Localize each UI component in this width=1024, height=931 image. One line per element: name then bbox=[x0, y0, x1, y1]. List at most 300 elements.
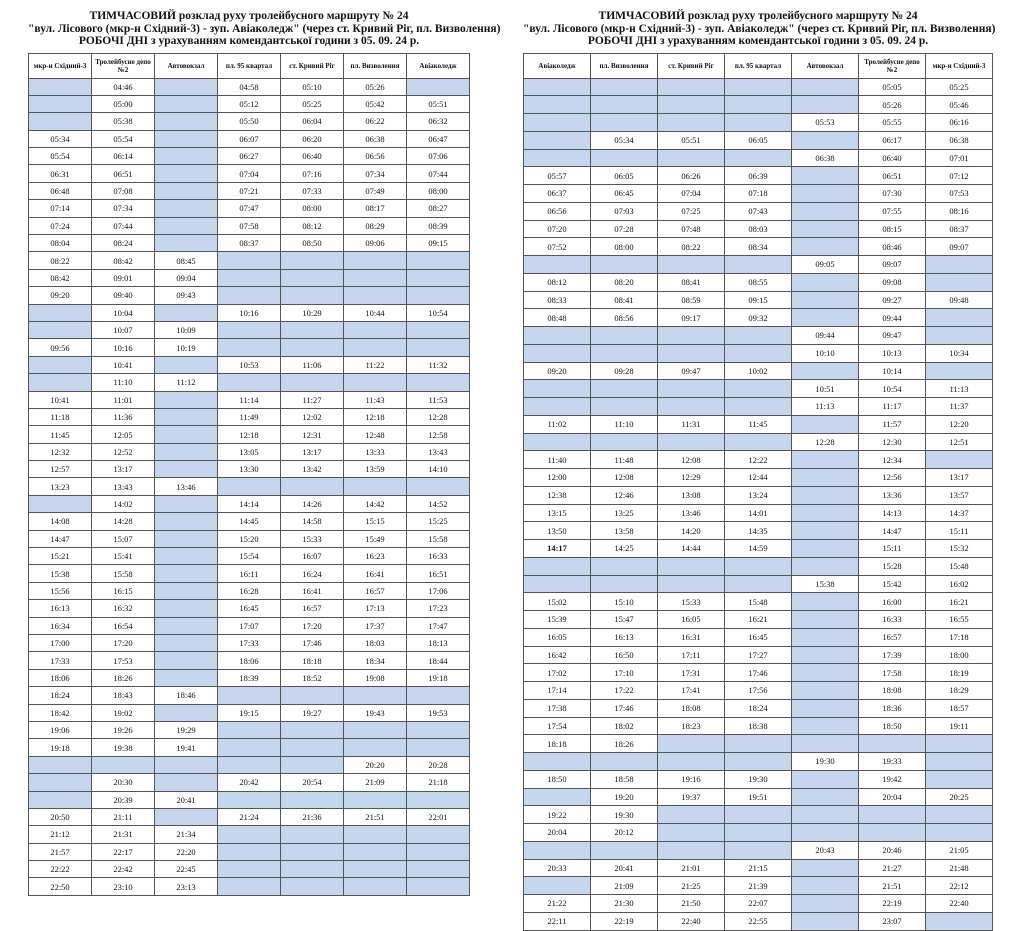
time-cell: 07:04 bbox=[658, 185, 725, 203]
time-cell bbox=[218, 861, 281, 878]
table-row bbox=[29, 704, 470, 721]
time-cell: 14:28 bbox=[92, 513, 155, 530]
time-cell bbox=[926, 327, 993, 345]
time-cell: 12:22 bbox=[725, 451, 792, 469]
time-cell bbox=[407, 878, 470, 895]
time-cell: 19:08 bbox=[344, 669, 407, 686]
time-cell bbox=[725, 735, 792, 753]
time-cell: 06:14 bbox=[92, 148, 155, 165]
time-cell: 22:22 bbox=[29, 861, 92, 878]
time-cell bbox=[155, 443, 218, 460]
table-row bbox=[29, 617, 470, 634]
time-cell bbox=[725, 841, 792, 859]
time-cell bbox=[281, 252, 344, 269]
time-cell: 21:09 bbox=[591, 877, 658, 895]
time-cell: 09:56 bbox=[29, 339, 92, 356]
table-row bbox=[524, 486, 993, 504]
time-cell: 18:46 bbox=[155, 687, 218, 704]
time-cell: 09:15 bbox=[407, 235, 470, 252]
time-cell: 07:53 bbox=[926, 185, 993, 203]
time-cell: 06:05 bbox=[591, 167, 658, 185]
time-cell bbox=[658, 841, 725, 859]
time-cell: 19:33 bbox=[859, 753, 926, 771]
time-cell: 09:06 bbox=[344, 235, 407, 252]
time-cell: 11:14 bbox=[218, 391, 281, 408]
time-cell: 09:07 bbox=[859, 256, 926, 274]
table-row bbox=[29, 287, 470, 304]
time-cell: 17:13 bbox=[344, 600, 407, 617]
time-cell: 15:33 bbox=[281, 530, 344, 547]
time-cell: 18:19 bbox=[926, 664, 993, 682]
time-cell: 17:47 bbox=[407, 617, 470, 634]
time-cell bbox=[725, 557, 792, 575]
time-cell: 18:08 bbox=[859, 682, 926, 700]
time-cell: 09:17 bbox=[658, 309, 725, 327]
time-cell: 13:17 bbox=[926, 469, 993, 487]
time-cell: 18:38 bbox=[725, 717, 792, 735]
time-cell: 20:25 bbox=[926, 788, 993, 806]
time-cell: 06:37 bbox=[524, 185, 591, 203]
time-cell bbox=[407, 321, 470, 338]
time-cell: 07:44 bbox=[92, 217, 155, 234]
schedule-page-right bbox=[523, 10, 996, 931]
time-cell: 11:12 bbox=[155, 374, 218, 391]
time-cell: 17:46 bbox=[725, 664, 792, 682]
time-cell bbox=[407, 791, 470, 808]
time-cell bbox=[407, 78, 470, 95]
time-cell bbox=[29, 113, 92, 130]
time-cell bbox=[591, 96, 658, 114]
time-cell: 23:13 bbox=[155, 878, 218, 895]
table-row bbox=[29, 669, 470, 686]
time-cell bbox=[407, 252, 470, 269]
time-cell: 06:51 bbox=[859, 167, 926, 185]
time-cell bbox=[29, 356, 92, 373]
time-cell: 11:43 bbox=[344, 391, 407, 408]
time-cell: 15:41 bbox=[92, 548, 155, 565]
time-cell: 09:27 bbox=[859, 291, 926, 309]
time-cell: 07:24 bbox=[29, 217, 92, 234]
time-cell bbox=[792, 167, 859, 185]
time-cell: 07:18 bbox=[725, 185, 792, 203]
time-cell bbox=[524, 788, 591, 806]
time-cell: 08:04 bbox=[29, 235, 92, 252]
table-body bbox=[29, 78, 470, 895]
table-row bbox=[29, 426, 470, 443]
time-cell: 08:27 bbox=[407, 200, 470, 217]
column-header: ст. Кривий Ріг bbox=[281, 53, 344, 78]
time-cell: 12:58 bbox=[407, 426, 470, 443]
table-row bbox=[524, 735, 993, 753]
time-cell: 21:34 bbox=[155, 826, 218, 843]
time-cell bbox=[155, 356, 218, 373]
time-cell: 20:30 bbox=[92, 774, 155, 791]
time-cell bbox=[658, 557, 725, 575]
time-cell bbox=[658, 114, 725, 132]
time-cell bbox=[344, 878, 407, 895]
time-cell bbox=[926, 451, 993, 469]
time-cell: 06:40 bbox=[859, 149, 926, 167]
time-cell: 08:12 bbox=[524, 273, 591, 291]
time-cell bbox=[155, 582, 218, 599]
time-cell bbox=[658, 433, 725, 451]
time-cell: 17:02 bbox=[524, 664, 591, 682]
table-row bbox=[29, 461, 470, 478]
time-cell: 21:25 bbox=[658, 877, 725, 895]
time-cell bbox=[926, 824, 993, 842]
timetable bbox=[28, 53, 470, 896]
time-cell: 08:03 bbox=[725, 220, 792, 238]
table-row bbox=[29, 808, 470, 825]
time-cell bbox=[155, 495, 218, 512]
time-cell: 10:41 bbox=[29, 391, 92, 408]
time-cell bbox=[926, 309, 993, 327]
time-cell: 09:20 bbox=[524, 362, 591, 380]
time-cell: 10:54 bbox=[859, 380, 926, 398]
table-row bbox=[29, 391, 470, 408]
time-cell: 16:41 bbox=[344, 565, 407, 582]
time-cell: 14:58 bbox=[281, 513, 344, 530]
time-cell bbox=[859, 735, 926, 753]
time-cell: 10:02 bbox=[725, 362, 792, 380]
table-row bbox=[524, 753, 993, 771]
time-cell: 07:08 bbox=[92, 182, 155, 199]
time-cell: 13:46 bbox=[155, 478, 218, 495]
time-cell: 13:08 bbox=[658, 486, 725, 504]
time-cell: 19:06 bbox=[29, 721, 92, 738]
schedule-title: ТИМЧАСОВИЙ розклад руху тролейбусного маршруту № 24 bbox=[89, 10, 409, 22]
time-cell: 19:29 bbox=[155, 721, 218, 738]
time-cell: 15:25 bbox=[407, 513, 470, 530]
time-cell: 15:20 bbox=[218, 530, 281, 547]
column-header: Авіаколедж bbox=[407, 53, 470, 78]
time-cell bbox=[344, 791, 407, 808]
time-cell: 07:58 bbox=[218, 217, 281, 234]
time-cell bbox=[344, 721, 407, 738]
time-cell bbox=[281, 374, 344, 391]
time-cell bbox=[218, 843, 281, 860]
time-cell: 19:18 bbox=[407, 669, 470, 686]
time-cell bbox=[155, 461, 218, 478]
time-cell: 13:17 bbox=[92, 461, 155, 478]
schedule-page-left bbox=[28, 10, 501, 896]
table-row bbox=[524, 717, 993, 735]
time-cell bbox=[344, 739, 407, 756]
time-cell bbox=[792, 131, 859, 149]
table-row bbox=[29, 756, 470, 773]
time-cell bbox=[591, 256, 658, 274]
time-cell: 16:15 bbox=[92, 582, 155, 599]
time-cell: 10:16 bbox=[92, 339, 155, 356]
time-cell: 09:28 bbox=[591, 362, 658, 380]
time-cell bbox=[344, 321, 407, 338]
time-cell: 22:19 bbox=[591, 912, 658, 930]
time-cell: 13:46 bbox=[658, 504, 725, 522]
time-cell bbox=[155, 635, 218, 652]
table-row bbox=[524, 557, 993, 575]
table-row bbox=[29, 321, 470, 338]
column-header: мкр-н Східний-3 bbox=[29, 53, 92, 78]
time-cell: 17:41 bbox=[658, 682, 725, 700]
time-cell: 15:11 bbox=[926, 522, 993, 540]
time-cell: 10:09 bbox=[155, 321, 218, 338]
time-cell: 11:57 bbox=[859, 415, 926, 433]
time-cell bbox=[926, 753, 993, 771]
table-row bbox=[524, 380, 993, 398]
time-cell: 06:16 bbox=[926, 114, 993, 132]
time-cell: 15:32 bbox=[926, 540, 993, 558]
column-header: Авіаколедж bbox=[524, 53, 591, 78]
time-cell: 20:46 bbox=[859, 841, 926, 859]
time-cell bbox=[725, 575, 792, 593]
time-cell bbox=[591, 344, 658, 362]
table-row bbox=[29, 582, 470, 599]
time-cell bbox=[792, 504, 859, 522]
time-cell: 13:59 bbox=[344, 461, 407, 478]
time-cell: 21:09 bbox=[344, 774, 407, 791]
time-cell: 17:27 bbox=[725, 646, 792, 664]
time-cell bbox=[792, 96, 859, 114]
time-cell: 17:38 bbox=[524, 699, 591, 717]
time-cell bbox=[155, 617, 218, 634]
time-cell bbox=[725, 753, 792, 771]
time-cell: 09:32 bbox=[725, 309, 792, 327]
time-cell: 11:37 bbox=[926, 398, 993, 416]
table-row bbox=[29, 478, 470, 495]
column-header: ст. Кривий Ріг bbox=[658, 53, 725, 78]
time-cell: 16:21 bbox=[725, 611, 792, 629]
time-cell: 07:16 bbox=[281, 165, 344, 182]
time-cell: 07:12 bbox=[926, 167, 993, 185]
time-cell: 12:29 bbox=[658, 469, 725, 487]
time-cell: 10:44 bbox=[344, 304, 407, 321]
time-cell bbox=[407, 287, 470, 304]
time-cell: 17:23 bbox=[407, 600, 470, 617]
time-cell: 19:20 bbox=[591, 788, 658, 806]
time-cell: 16:24 bbox=[281, 565, 344, 582]
time-cell bbox=[792, 362, 859, 380]
column-header: Автовокзал bbox=[155, 53, 218, 78]
time-cell: 06:26 bbox=[658, 167, 725, 185]
time-cell: 05:25 bbox=[281, 95, 344, 112]
time-cell: 16:23 bbox=[344, 548, 407, 565]
time-cell: 15:07 bbox=[92, 530, 155, 547]
time-cell: 08:34 bbox=[725, 238, 792, 256]
time-cell: 16:33 bbox=[859, 611, 926, 629]
time-cell: 19:27 bbox=[281, 704, 344, 721]
time-cell: 10:51 bbox=[792, 380, 859, 398]
time-cell: 05:55 bbox=[859, 114, 926, 132]
time-cell: 16:05 bbox=[524, 628, 591, 646]
time-cell bbox=[29, 95, 92, 112]
time-cell bbox=[591, 433, 658, 451]
time-cell: 14:10 bbox=[407, 461, 470, 478]
time-cell: 05:42 bbox=[344, 95, 407, 112]
column-header: мкр-н Східний-3 bbox=[926, 53, 993, 78]
time-cell bbox=[344, 374, 407, 391]
time-cell bbox=[524, 557, 591, 575]
time-cell bbox=[29, 791, 92, 808]
time-cell: 22:55 bbox=[725, 912, 792, 930]
table-row bbox=[29, 78, 470, 95]
time-cell: 16:45 bbox=[218, 600, 281, 617]
time-cell: 20:50 bbox=[29, 808, 92, 825]
time-cell: 16:33 bbox=[407, 548, 470, 565]
time-cell: 17:46 bbox=[281, 635, 344, 652]
time-cell: 07:30 bbox=[859, 185, 926, 203]
time-cell bbox=[658, 96, 725, 114]
time-cell bbox=[792, 628, 859, 646]
time-cell: 13:30 bbox=[218, 461, 281, 478]
time-cell: 17:06 bbox=[407, 582, 470, 599]
time-cell: 12:38 bbox=[524, 486, 591, 504]
time-cell: 20:33 bbox=[524, 859, 591, 877]
time-cell bbox=[792, 238, 859, 256]
time-cell bbox=[792, 540, 859, 558]
time-cell: 21:24 bbox=[218, 808, 281, 825]
time-cell bbox=[524, 575, 591, 593]
time-cell bbox=[792, 895, 859, 913]
time-cell bbox=[155, 95, 218, 112]
time-cell bbox=[155, 808, 218, 825]
time-cell: 11:06 bbox=[281, 356, 344, 373]
time-cell: 08:41 bbox=[591, 291, 658, 309]
time-cell: 18:06 bbox=[218, 652, 281, 669]
time-cell bbox=[591, 753, 658, 771]
time-cell: 19:11 bbox=[926, 717, 993, 735]
time-cell: 18:18 bbox=[524, 735, 591, 753]
time-cell: 14:25 bbox=[591, 540, 658, 558]
time-cell: 05:51 bbox=[658, 131, 725, 149]
time-cell bbox=[658, 380, 725, 398]
time-cell: 07:25 bbox=[658, 202, 725, 220]
time-cell: 07:55 bbox=[859, 202, 926, 220]
time-cell bbox=[281, 269, 344, 286]
schedule-validity: РОБОЧІ ДНІ з урахуванням комендантської години з 05. 09. 24 р. bbox=[78, 35, 420, 47]
time-cell: 14:52 bbox=[407, 495, 470, 512]
time-cell: 06:20 bbox=[281, 130, 344, 147]
table-row bbox=[29, 356, 470, 373]
time-cell: 06:22 bbox=[344, 113, 407, 130]
route-description: "вул. Лісового (мкр-н Східний-3) - зуп. Авіаколедж" (через ст. Кривий Ріг, пл. Визволення) bbox=[523, 22, 996, 35]
time-cell bbox=[281, 756, 344, 773]
table-row bbox=[524, 149, 993, 167]
time-cell bbox=[591, 398, 658, 416]
time-cell bbox=[218, 756, 281, 773]
time-cell: 18:44 bbox=[407, 652, 470, 669]
table-row bbox=[29, 374, 470, 391]
time-cell: 05:50 bbox=[218, 113, 281, 130]
time-cell: 13:24 bbox=[725, 486, 792, 504]
time-cell: 08:37 bbox=[218, 235, 281, 252]
time-cell bbox=[926, 273, 993, 291]
table-row bbox=[29, 791, 470, 808]
table-row bbox=[29, 635, 470, 652]
time-cell bbox=[591, 575, 658, 593]
table-row bbox=[524, 841, 993, 859]
time-cell: 21:18 bbox=[407, 774, 470, 791]
time-cell: 08:45 bbox=[155, 252, 218, 269]
time-cell bbox=[591, 114, 658, 132]
time-cell: 16:32 bbox=[92, 600, 155, 617]
time-cell: 20:41 bbox=[155, 791, 218, 808]
time-cell bbox=[792, 770, 859, 788]
time-cell: 20:20 bbox=[344, 756, 407, 773]
time-cell: 10:16 bbox=[218, 304, 281, 321]
time-cell: 20:54 bbox=[281, 774, 344, 791]
time-cell bbox=[926, 256, 993, 274]
time-cell bbox=[29, 495, 92, 512]
table-row bbox=[524, 238, 993, 256]
time-cell: 06:07 bbox=[218, 130, 281, 147]
table-row bbox=[524, 806, 993, 824]
time-cell bbox=[658, 575, 725, 593]
time-cell: 13:05 bbox=[218, 443, 281, 460]
time-cell: 18:52 bbox=[281, 669, 344, 686]
time-cell: 09:47 bbox=[859, 327, 926, 345]
time-cell bbox=[155, 113, 218, 130]
time-cell bbox=[859, 806, 926, 824]
time-cell bbox=[792, 788, 859, 806]
time-cell: 15:02 bbox=[524, 593, 591, 611]
time-cell: 19:41 bbox=[155, 739, 218, 756]
time-cell: 07:28 bbox=[591, 220, 658, 238]
table-row bbox=[524, 788, 993, 806]
time-cell: 07:21 bbox=[218, 182, 281, 199]
column-header: Тролейбусне депо №2 bbox=[859, 53, 926, 78]
time-cell: 21:12 bbox=[29, 826, 92, 843]
column-header: пл. 95 квартал bbox=[218, 53, 281, 78]
table-row bbox=[29, 130, 470, 147]
time-cell bbox=[92, 756, 155, 773]
time-cell bbox=[725, 327, 792, 345]
time-cell: 11:13 bbox=[926, 380, 993, 398]
time-cell: 21:11 bbox=[92, 808, 155, 825]
table-row bbox=[29, 443, 470, 460]
time-cell: 11:48 bbox=[591, 451, 658, 469]
time-cell: 09:48 bbox=[926, 291, 993, 309]
time-cell: 17:20 bbox=[281, 617, 344, 634]
time-cell bbox=[407, 339, 470, 356]
time-cell: 05:10 bbox=[281, 78, 344, 95]
time-cell: 10:13 bbox=[859, 344, 926, 362]
time-cell: 10:04 bbox=[92, 304, 155, 321]
time-cell: 11:27 bbox=[281, 391, 344, 408]
time-cell: 07:06 bbox=[407, 148, 470, 165]
time-cell: 08:37 bbox=[926, 220, 993, 238]
time-cell: 17:31 bbox=[658, 664, 725, 682]
time-cell: 19:53 bbox=[407, 704, 470, 721]
time-cell bbox=[524, 96, 591, 114]
time-cell: 08:33 bbox=[524, 291, 591, 309]
time-cell bbox=[792, 593, 859, 611]
time-cell bbox=[407, 843, 470, 860]
table-row bbox=[524, 699, 993, 717]
time-cell bbox=[792, 859, 859, 877]
time-cell: 15:48 bbox=[926, 557, 993, 575]
time-cell bbox=[725, 380, 792, 398]
time-cell bbox=[524, 344, 591, 362]
time-cell bbox=[155, 78, 218, 95]
time-cell: 06:31 bbox=[29, 165, 92, 182]
time-cell: 11:53 bbox=[407, 391, 470, 408]
time-cell: 18:24 bbox=[29, 687, 92, 704]
time-cell: 07:34 bbox=[344, 165, 407, 182]
time-cell bbox=[344, 861, 407, 878]
time-cell bbox=[591, 841, 658, 859]
table-row bbox=[29, 165, 470, 182]
time-cell: 08:55 bbox=[725, 273, 792, 291]
